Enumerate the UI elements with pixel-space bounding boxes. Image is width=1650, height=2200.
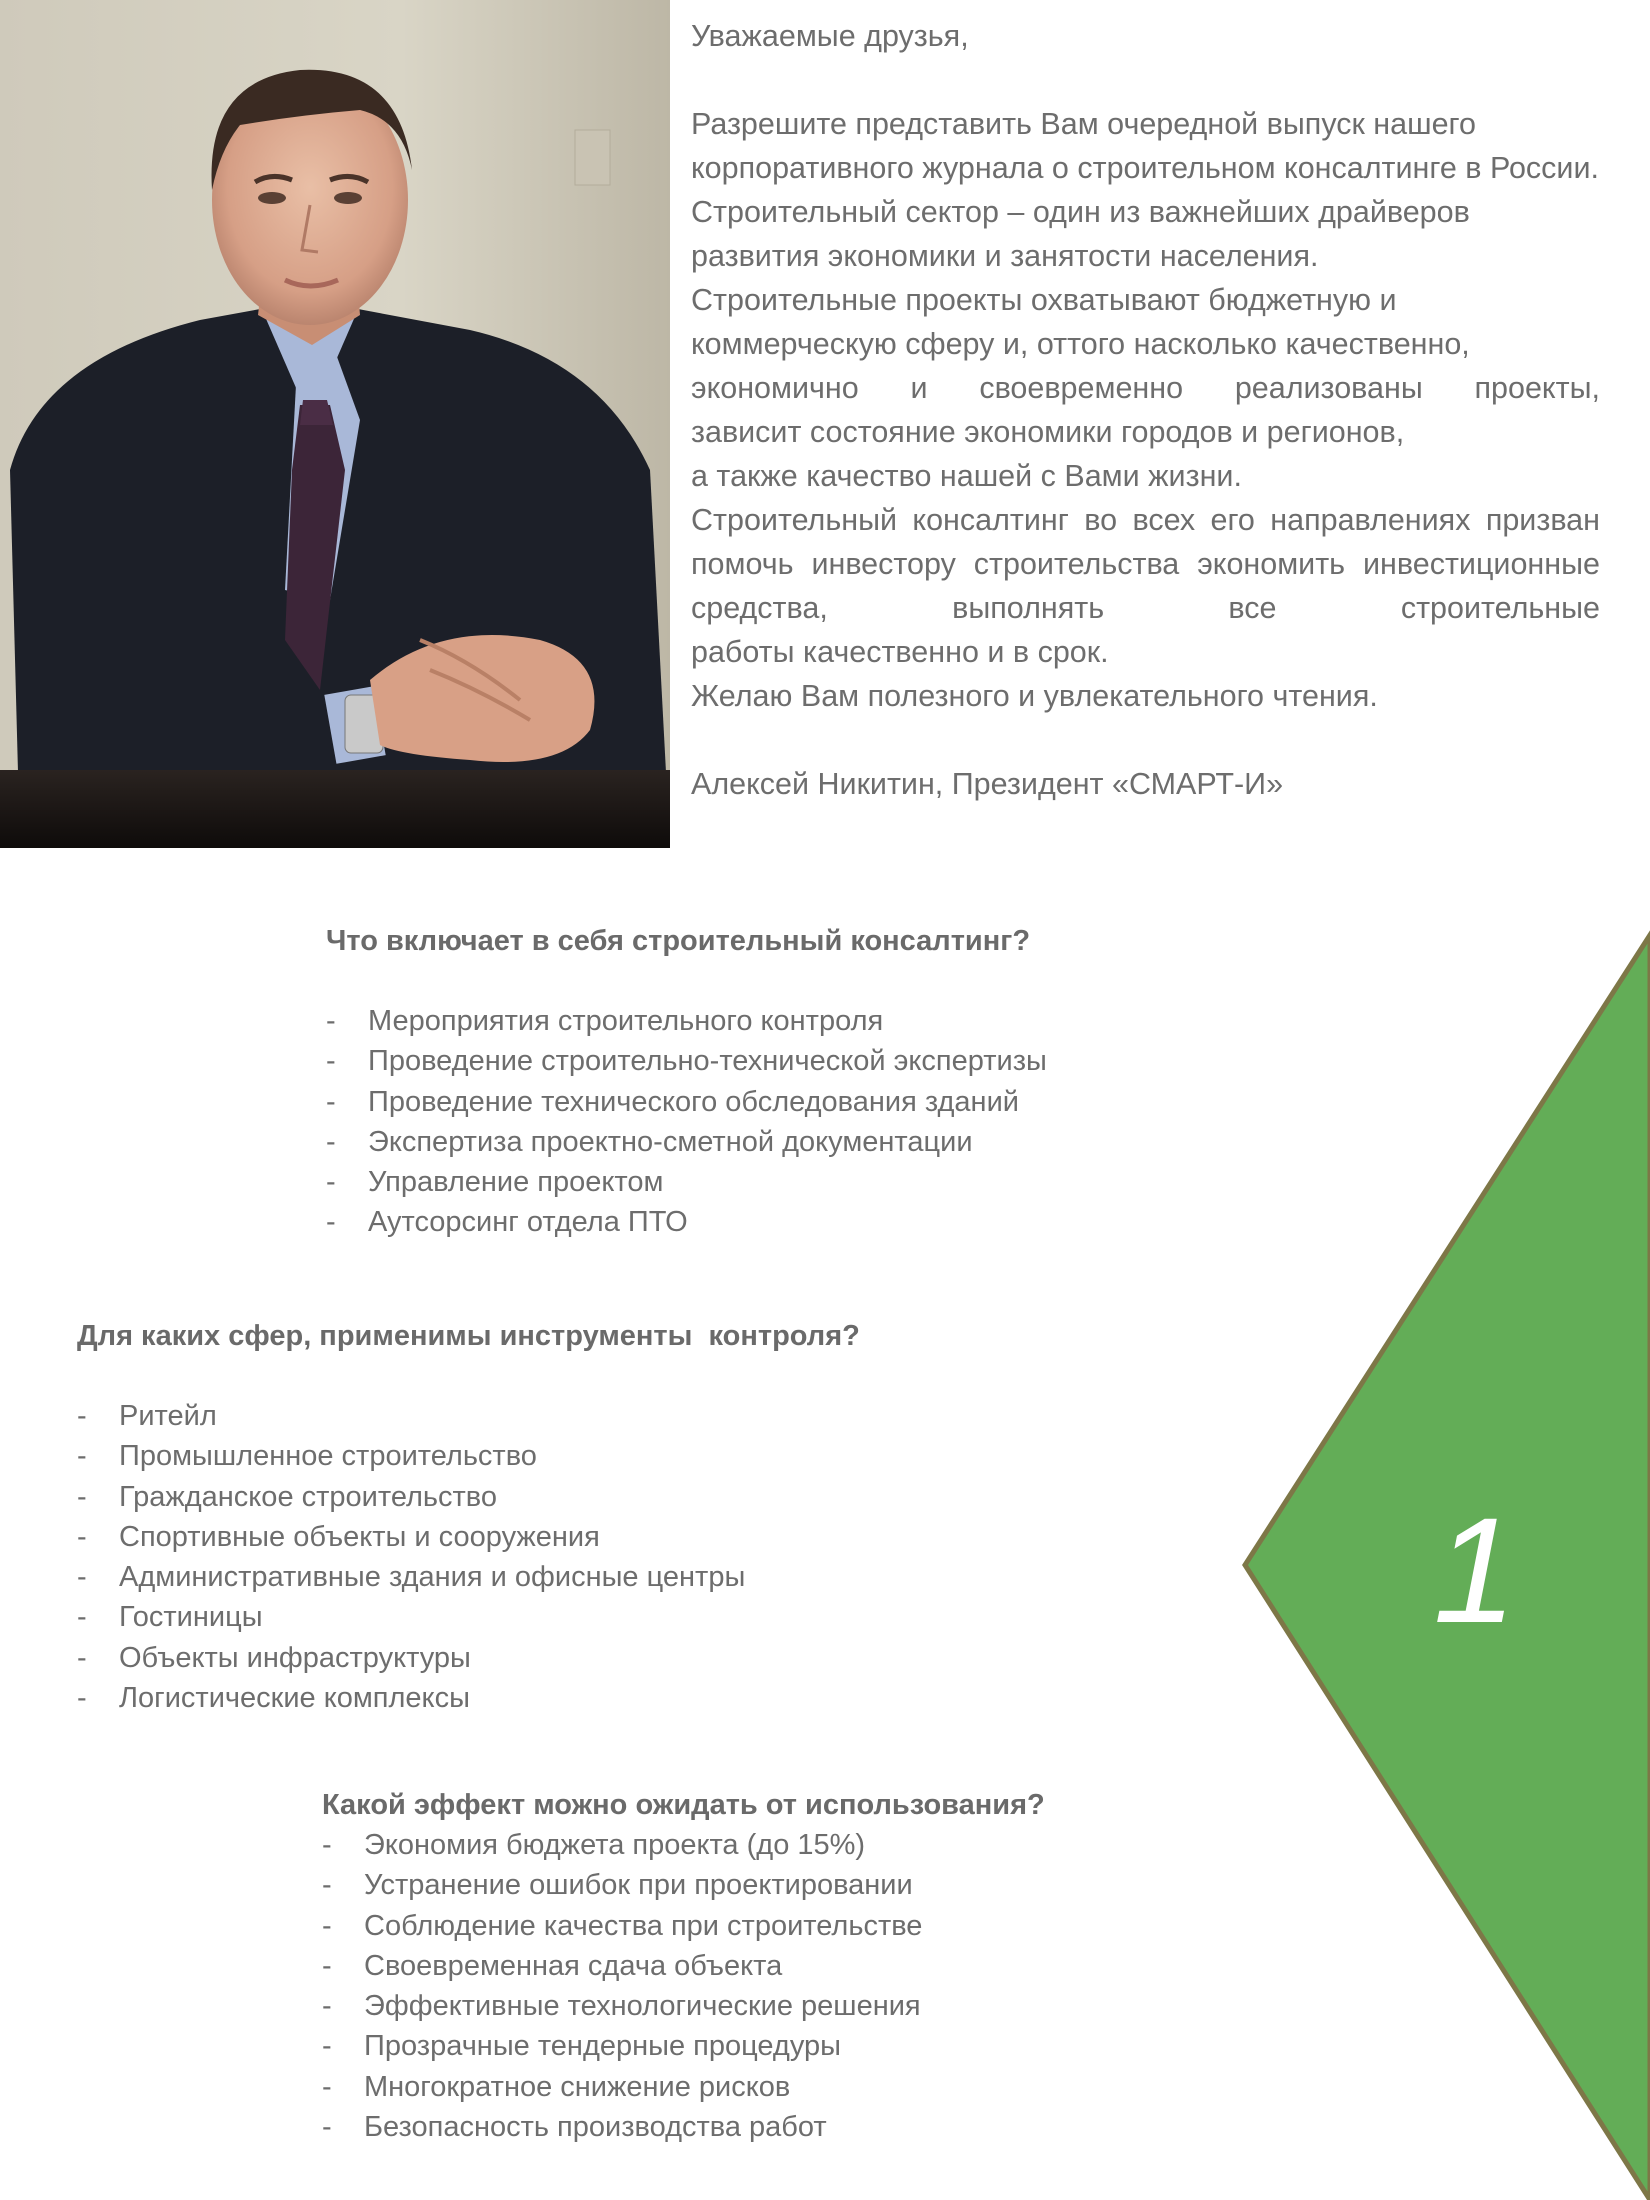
page-number: 1 <box>1433 1486 1517 1654</box>
list-item: - Безопасность производства работ <box>322 2111 827 2144</box>
list-item: - Экспертиза проектно-сметной документации <box>326 1125 973 1158</box>
section-list <box>322 1825 1045 2147</box>
list-item: - Проведение технического обследования зданий <box>326 1085 1019 1118</box>
list-item: - Ритейл <box>77 1400 217 1432</box>
section-list <box>77 1396 860 1718</box>
letter-paragraph: Строительный консалтинг во всех его направлениях призван помочь инвестору строительства экономить инвестиционные средства, выполнять все строительные <box>691 503 1600 625</box>
letter-paragraph: работы качественно и в срок. <box>691 635 1109 669</box>
list-item: - Управление проектом <box>326 1166 664 1199</box>
list-item: - Логистические комплексы <box>77 1682 470 1715</box>
section-title: Что включает в себя строительный консалтинг? <box>326 925 1031 957</box>
list-item: - Промышленное строительство <box>77 1440 537 1473</box>
section-list <box>326 1001 1047 1243</box>
letter-paragraph: зависит состояние экономики городов и регионов, <box>691 415 1405 449</box>
list-item: - Соблюдение качества при строительстве <box>322 1909 923 1942</box>
letter-greeting: Уважаемые друзья, <box>691 19 969 53</box>
list-item: - Прозрачные тендерные процедуры <box>322 2030 841 2063</box>
list-item: - Аутсорсинг отдела ПТО <box>326 1206 688 1239</box>
list-item: - Проведение строительно-технической экспертизы <box>326 1045 1047 1078</box>
list-item: - Многократное снижение рисков <box>322 2070 791 2103</box>
list-item: - Своевременная сдача объекта <box>322 1949 783 1982</box>
list-item: - Эффективные технологические решения <box>322 1990 921 2023</box>
letter-paragraph: Строительные проекты охватывают бюджетную и коммерческую сферу и, оттого насколько качественно, <box>691 283 1470 361</box>
section-expected-effects <box>322 1785 1045 2147</box>
list-item: - Экономия бюджета проекта (до 15%) <box>322 1829 866 1861</box>
list-item: - Объекты инфраструктуры <box>77 1641 471 1674</box>
section-application-areas <box>77 1316 860 1718</box>
list-item: - Мероприятия строительного контроля <box>326 1005 884 1037</box>
letter-signature: Алексей Никитин, Президент «СМАРТ-И» <box>691 767 1284 801</box>
list-item: - Административные здания и офисные центры <box>77 1561 746 1594</box>
section-title: Какой эффект можно ожидать от использования? <box>322 1789 1045 1821</box>
list-item: - Гражданское строительство <box>77 1480 498 1513</box>
list-item: - Гостиницы <box>77 1601 263 1634</box>
list-item: - Устранение ошибок при проектировании <box>322 1869 913 1902</box>
letter-paragraph: экономично и своевременно реализованы проекты, <box>691 371 1600 405</box>
letter-paragraph: Желаю Вам полезного и увлекательного чтения. <box>691 679 1378 713</box>
list-item: - Спортивные объекты и сооружения <box>77 1520 600 1553</box>
section-consulting-scope <box>326 921 1047 1243</box>
section-title: Для каких сфер, применимы инструменты контроля? <box>77 1320 860 1352</box>
letter-paragraph: Строительный сектор – один из важнейших драйверов развития экономики и занятости населения. <box>691 195 1470 273</box>
letter-paragraph: Разрешите представить Вам очередной выпуск нашего корпоративного журнала о строительном консалтинге в России. <box>691 107 1599 185</box>
letter-paragraph: а также качество нашей с Вами жизни. <box>691 459 1242 493</box>
